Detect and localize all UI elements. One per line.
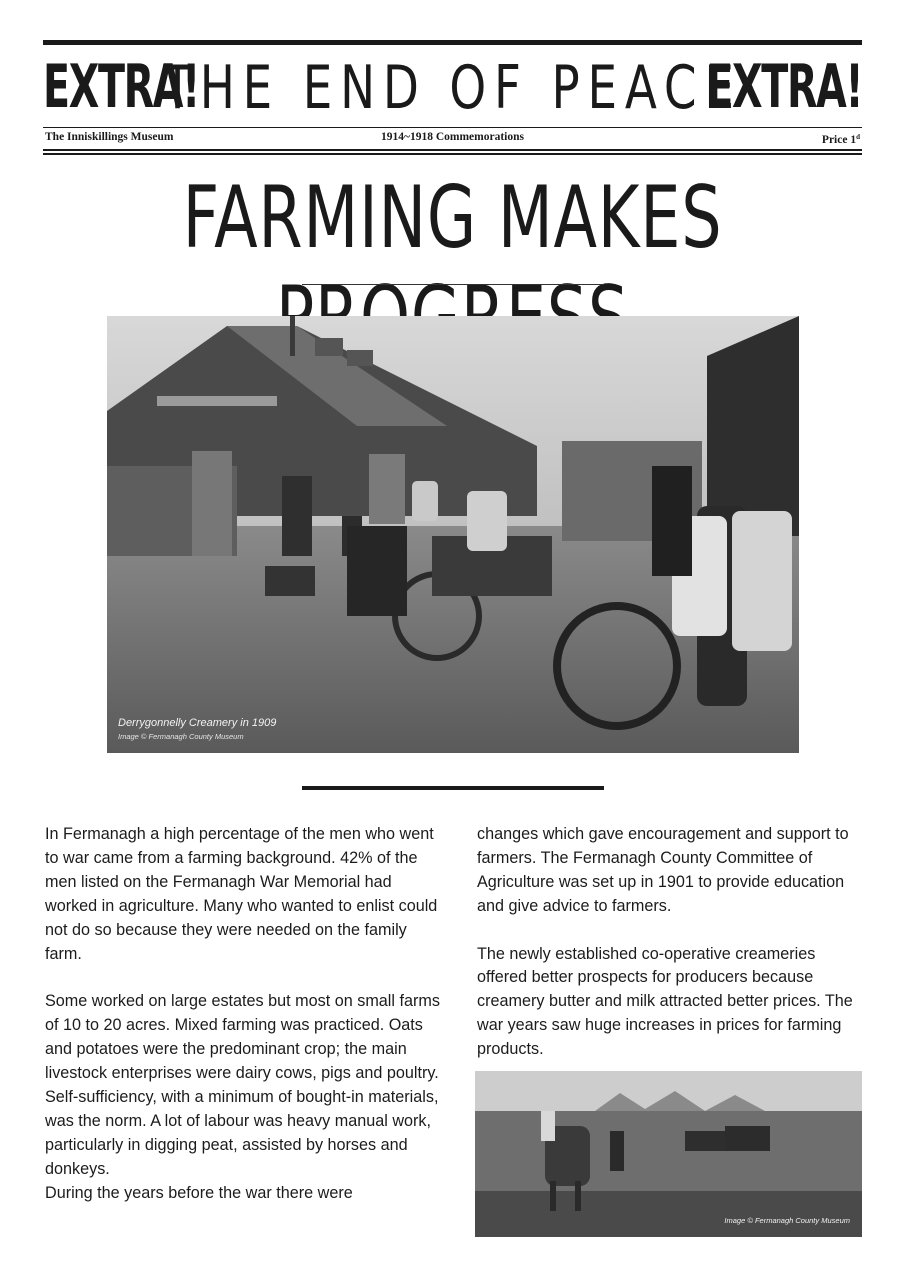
extra-label-left: EXTRA!: [43, 52, 199, 122]
masthead-title-row: [43, 45, 862, 127]
article-paragraph: Some worked on large estates but most on small farms of 10 to 20 acres. Mixed farming was practiced. Oats and potatoes were the predominant crop; the main livestock enterprises were dairy cows, pigs and poultry. Self-sufficiency, with a minimum of bought-in materials, was the norm. A lot of labour was heavy manual work, particularly in digging peat, assisted by horses and donkeys.: [45, 992, 440, 1178]
price-label: Price 1$^d$: [821, 133, 860, 146]
article-paragraph: changes which gave encouragement and support to farmers. The Fermanagh County Committee of Agriculture was set up in 1901 to provide education and give advice to farmers.: [477, 825, 849, 915]
ploughing-photo-credit: Image © Fermanagh County Museum: [724, 1216, 850, 1225]
masthead-info-row: [43, 128, 862, 146]
article-column-right: [477, 823, 869, 1062]
masthead: [43, 40, 862, 157]
creamery-photo-caption: Derrygonnelly Creamery in 1909: [118, 717, 277, 729]
creamery-photo: [107, 316, 799, 753]
headline: FARMING MAKES: [182, 168, 723, 268]
masthead-title: THE END OF PEACE: [163, 53, 742, 123]
article-paragraph: In Fermanagh a high percentage of the men who went to war came from a farming background. 42% of the men listed on the Fermanagh War Memorial had worked in agriculture. Many who wanted to enlist could not do so because they were needed on the family farm.: [45, 825, 438, 963]
article-paragraph: During the years before the war there were: [45, 1183, 353, 1202]
extra-label-right: EXTRA!: [706, 52, 862, 122]
creamery-photo-credit: Image © Fermanagh County Museum: [118, 732, 244, 741]
masthead-bottom-rule: [43, 149, 862, 155]
headline-rule: [302, 284, 604, 285]
ploughing-photo: [475, 1071, 862, 1237]
article-paragraph: The newly established co-operative creameries offered better prospects for producers because creamery butter and milk attracted better prices. The war years saw huge increases in prices for farming products.: [477, 944, 853, 1059]
creamery-photo-image: [107, 316, 799, 753]
museum-name: The Inniskillings Museum: [45, 131, 174, 143]
section-rule: [302, 786, 604, 790]
commemoration-label: 1914~1918 Commemorations: [380, 131, 524, 143]
article-column-left: [45, 823, 445, 1205]
ploughing-photo-image: [475, 1071, 862, 1237]
